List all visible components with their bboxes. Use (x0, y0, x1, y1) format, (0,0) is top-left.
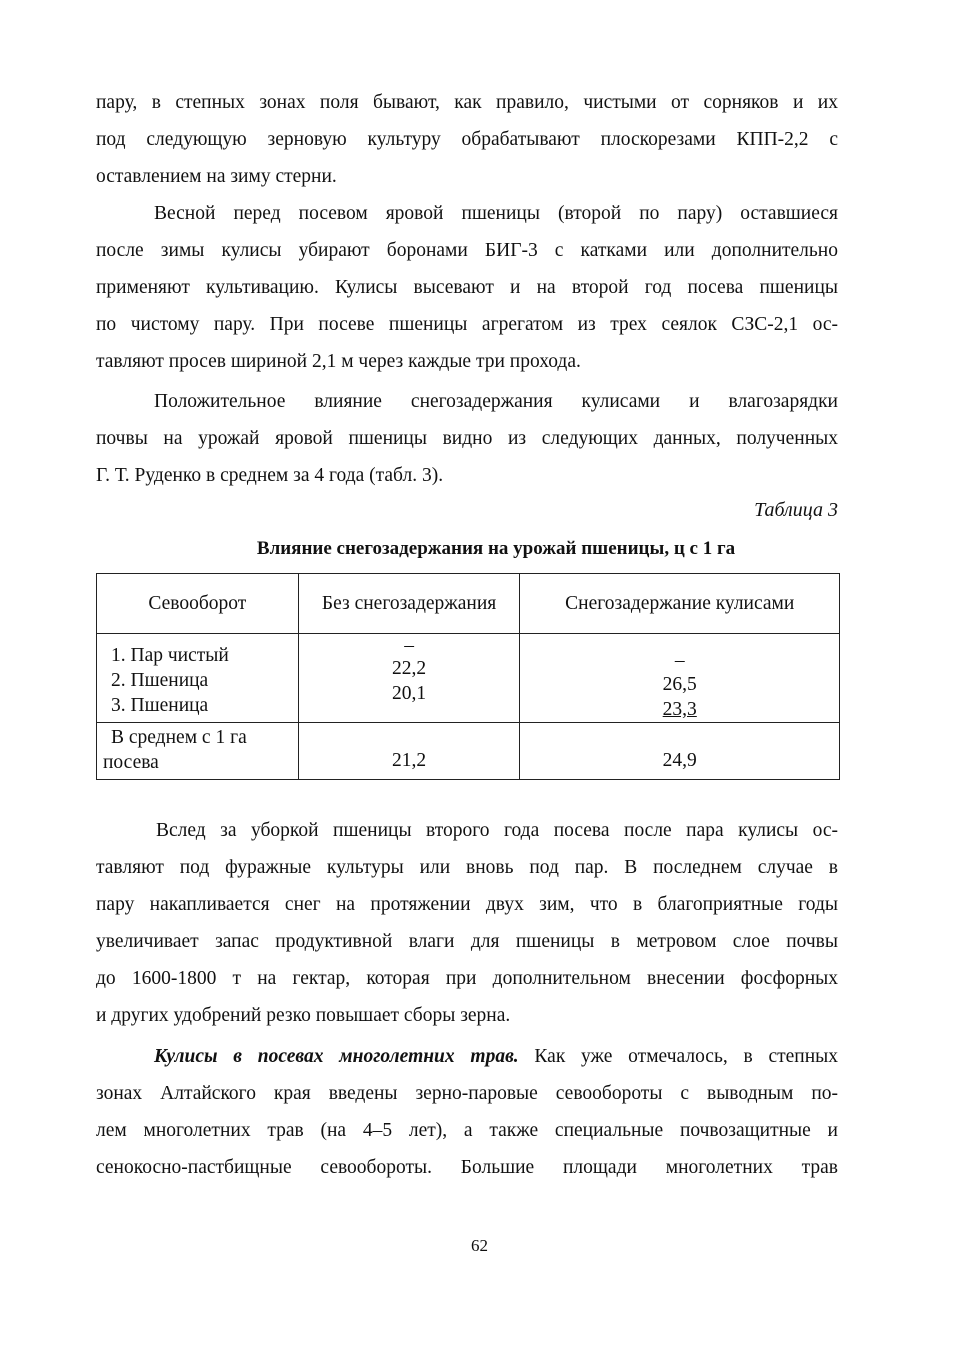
cell-line: 23,3 (662, 699, 697, 720)
table-row (97, 634, 840, 723)
text-line: зонах Алтайского края введены зерно-паровые севообороты с выводным по- (96, 1083, 838, 1104)
text-line: Вслед за уборкой пшеницы второго года посева после пара кулисы ос- (156, 820, 838, 841)
text-line: лем многолетних трав (на 4–5 лет), а также специальные почвозащитные и (96, 1120, 838, 1141)
cell-line: 22,2 (392, 658, 427, 679)
text-line (96, 1038, 838, 1075)
text-line: после зимы кулисы убирают боронами БИГ-3 с катками или дополнительно (96, 240, 838, 261)
cell-line: 1. Пар чистый (111, 645, 229, 666)
paragraph-3 (96, 383, 838, 494)
text-line: применяют культивацию. Кулисы высевают и на второй год посева пшеницы (96, 277, 838, 298)
table-row (97, 723, 840, 780)
column-header: Севооборот (97, 574, 299, 634)
paragraph-1 (96, 84, 838, 195)
text-line: Весной перед посевом яровой пшеницы (второй по пару) оставшиеся (154, 203, 838, 224)
column-header: Снегозадержание кулисами (520, 574, 840, 634)
text-line: до 1600-1800 т на гектар, которая при дополнительном внесении фосфорных (96, 968, 838, 989)
cell-value: 21,2 (392, 750, 427, 771)
paragraph-4 (96, 812, 838, 1034)
table-cell (298, 634, 520, 723)
table-cell (97, 634, 299, 723)
text-line: пару, в степных зонах поля бывают, как правило, чистыми от сорняков и их (96, 92, 838, 113)
text-line: пару накапливается снег на протяжении двух зим, что в благоприятные годы (96, 894, 838, 915)
column-header: Без снегозадержания (298, 574, 520, 634)
text-line: тавляют под фуражные культуры или вновь под пар. В последнем случае в (96, 857, 838, 878)
cell-line: В среднем с 1 га (111, 727, 247, 748)
table-cell (520, 723, 840, 780)
text-line: сенокосно-пастбищные севообороты. Большие площади многолетних трав (96, 1157, 838, 1178)
text-line: оставлением на зиму стерни. (96, 166, 337, 187)
table-cell (298, 723, 520, 780)
text-run: Как уже отмечалось, в степных (518, 1046, 838, 1067)
cell-line: – (404, 635, 414, 656)
table-caption: Влияние снегозадержания на урожай пшеницы, ц с 1 га (256, 538, 736, 559)
table-cell (97, 723, 299, 780)
cell-value: 24,9 (662, 750, 697, 771)
paragraph-5 (96, 1038, 838, 1186)
cell-line: 20,1 (392, 683, 427, 704)
text-line: почвы на урожай яровой пшеницы видно из следующих данных, полученных (96, 428, 838, 449)
cell-line: 2. Пшеница (111, 670, 209, 691)
paragraph-2 (96, 195, 838, 380)
table-label: Таблица 3 (754, 499, 838, 521)
cell-line: 26,5 (662, 674, 697, 695)
text-line: увеличивает запас продуктивной влаги для пшеницы в метровом слое почвы (96, 931, 838, 952)
text-line: тавляют просев шириной 2,1 м через каждые три прохода. (96, 351, 581, 372)
cell-line: 3. Пшеница (111, 695, 209, 716)
data-table (96, 573, 840, 780)
text-line: под следующую зерновую культуру обрабатывают плоскорезами КПП-2,2 с (96, 129, 838, 150)
text-line: и других удобрений резко повышает сборы зерна. (96, 1005, 511, 1026)
page-number: 62 (471, 1236, 488, 1255)
text-line: по чистому пару. При посеве пшеницы агрегатом из трех сеялок СЗС-2,1 ос- (96, 314, 838, 335)
table-header-row (97, 574, 840, 634)
run-in-heading: Кулисы в посевах многолетних трав. (154, 1046, 519, 1067)
text-line: Положительное влияние снегозадержания кулисами и влагозарядки (154, 391, 838, 412)
cell-line: посева (103, 752, 159, 773)
text-line: Г. Т. Руденко в среднем за 4 года (табл. 3). (96, 465, 444, 486)
table-cell (520, 634, 840, 723)
cell-line: – (674, 650, 685, 671)
